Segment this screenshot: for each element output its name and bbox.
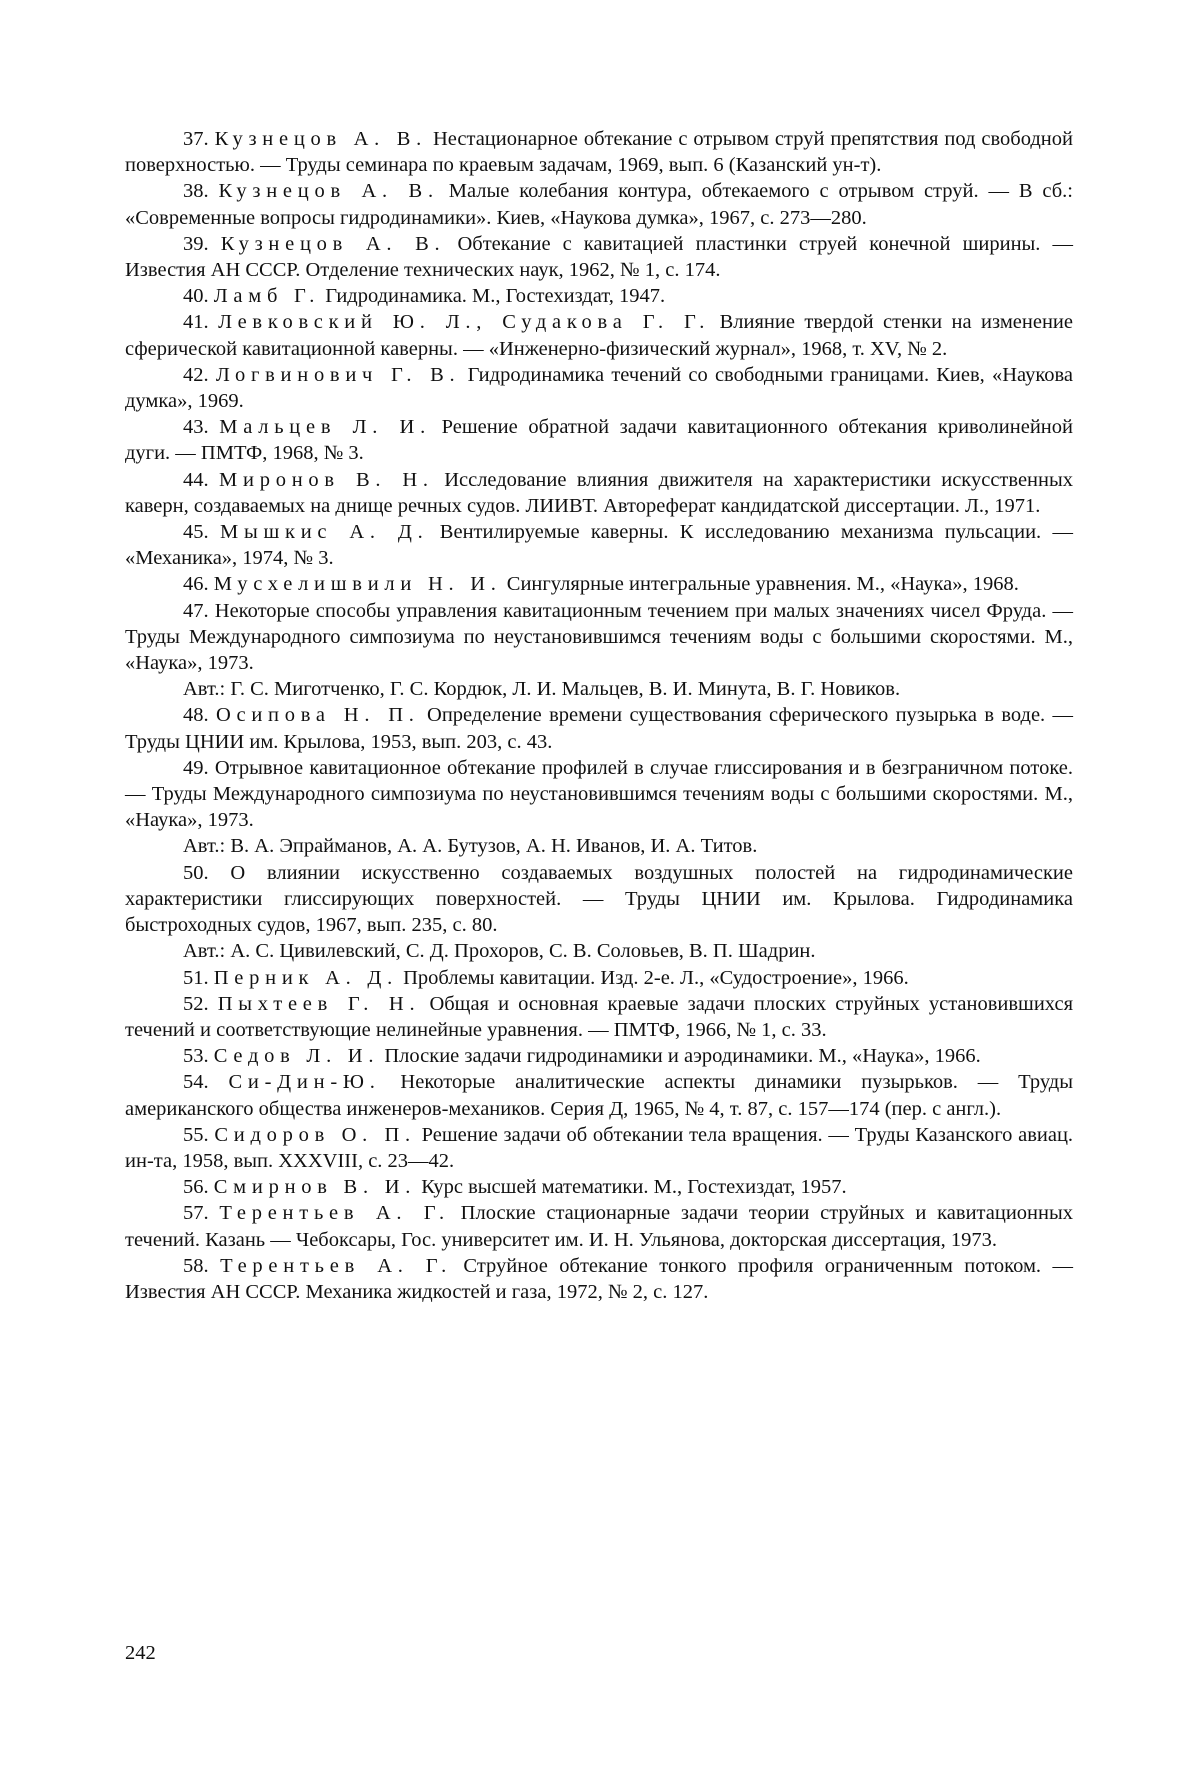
reference-authors: Осипова Н. П. — [215, 704, 420, 727]
reference-number: 42. — [183, 363, 209, 386]
reference-authors: Си-Дин-Ю. — [228, 1071, 381, 1094]
reference-entry — [125, 676, 1073, 702]
reference-entry — [125, 467, 1073, 519]
reference-authors: Левковский Ю. Л., Судакова Г. Г. — [218, 311, 711, 334]
reference-authors: Перник А. Д. — [213, 966, 398, 989]
reference-authors: Миронов В. Н. — [219, 468, 434, 491]
reference-text: Решение задачи об обтекании тела вращения. — Труды Казанского авиац. ин-та, 1958, вып. XXXVIII, с. 23—42. — [125, 1123, 1074, 1172]
reference-entry — [125, 991, 1073, 1043]
reference-entry — [125, 1253, 1073, 1305]
reference-text: Малые колебания контура, обтекаемого с отрывом струй. — В сб.: «Современные вопросы гидродинамики». Киев, «Наукова думка», 1967, с. 273—280. — [125, 180, 1074, 229]
reference-entry — [125, 519, 1073, 571]
reference-authors: Мусхелишвили Н. И. — [213, 573, 502, 596]
reference-text: Плоские задачи гидродинамики и аэродинамики. М., «Наука», 1966. — [384, 1045, 981, 1068]
reference-entry — [125, 126, 1073, 178]
reference-authors: Кузнецов А. В. — [220, 232, 446, 255]
reference-entry — [125, 1043, 1073, 1069]
reference-text: Авт.: Г. С. Миготченко, Г. С. Кордюк, Л. И. Мальцев, В. И. Минута, В. Г. Новиков. — [183, 678, 901, 701]
reference-authors: Смирнов В. И. — [213, 1176, 417, 1199]
reference-text: Проблемы кавитации. Изд. 2-е. Л., «Судостроение», 1966. — [403, 966, 909, 989]
reference-text: О влиянии искусственно создаваемых воздушных полостей на гидродинамические характеристики глиссирующих поверхностей. — Труды ЦНИИ им. Крылова. Гидродинамика быстроходных судов, 1967, вып. 235, с. 80. — [125, 861, 1073, 937]
reference-entry — [125, 362, 1073, 414]
reference-text: Плоские стационарные задачи теории струйных и кавитационных течений. Казань — Чебоксары, Гос. университет им. И. Н. Ульянова, докторская диссертация, 1973. — [125, 1202, 1073, 1251]
reference-authors: Мальцев Л. И. — [219, 416, 431, 439]
reference-text: Авт.: А. С. Цивилевский, С. Д. Прохоров, С. В. Соловьев, В. П. Шадрин. — [183, 940, 816, 963]
reference-authors: Пыхтеев Г. Н. — [217, 992, 421, 1015]
reference-text: Решение обратной задачи кавитационного обтекания криволинейной дуги. — ПМТФ, 1968, № 3. — [125, 416, 1073, 465]
reference-number: 58. — [183, 1254, 209, 1277]
reference-entry — [125, 571, 1073, 597]
reference-entry — [125, 833, 1073, 859]
reference-authors: Седов Л. И. — [213, 1045, 380, 1068]
reference-number: 41. — [183, 311, 209, 334]
reference-number: 48. — [183, 704, 209, 727]
reference-text: Некоторые аналитические аспекты динамики пузырьков. — Труды американского общества инженеров-механиков. Серия Д, 1965, № 4, т. 87, с. 157—174 (пер. с англ.). — [125, 1071, 1074, 1120]
reference-text: Струйное обтекание тонкого профиля ограниченным потоком. — Известия АН СССР. Механика жидкостей и газа, 1972, № 2, с. 127. — [125, 1254, 1074, 1303]
reference-number: 54. — [183, 1071, 209, 1094]
reference-number: 43. — [183, 416, 209, 439]
reference-authors: Кузнецов А. В. — [218, 180, 439, 203]
reference-number: 57. — [183, 1202, 209, 1225]
reference-number: 53. — [183, 1045, 209, 1068]
reference-entry — [125, 755, 1073, 834]
reference-entry — [125, 309, 1073, 361]
reference-text: Исследование влияния движителя на характеристики искусственных каверн, создаваемых на днище речных судов. ЛИИВТ. Автореферат кандидатской диссертации. Л., 1971. — [125, 468, 1074, 517]
reference-entry — [125, 702, 1073, 754]
reference-number: 52. — [183, 992, 209, 1015]
reference-text: Гидродинамика. М., Гостехиздат, 1947. — [325, 285, 666, 308]
reference-text: Некоторые способы управления кавитационным течением при малых значениях чисел Фруда. — Труды Международного симпозиума по неустановившимся течениям воды с большими скоростями. М., «Наука», 1973. — [125, 599, 1073, 675]
reference-authors: Терентьев А. Г. — [220, 1254, 452, 1277]
reference-entry — [125, 1122, 1073, 1174]
reference-number: 40. — [183, 285, 209, 308]
reference-entry — [125, 1200, 1073, 1252]
reference-number: 51. — [183, 966, 209, 989]
reference-entry — [125, 414, 1073, 466]
reference-text: Гидродинамика течений со свободными границами. Киев, «Наукова думка», 1969. — [125, 363, 1074, 413]
reference-number: 47. — [183, 599, 209, 622]
reference-number: 39. — [183, 232, 209, 255]
reference-authors: Логвинович Г. В. — [215, 363, 461, 386]
reference-authors: Мышкис А. Д. — [219, 521, 429, 544]
reference-authors: Терентьев А. Г. — [219, 1202, 450, 1225]
reference-entry — [125, 965, 1073, 991]
reference-text: Определение времени существования сферического пузырька в воде. — Труды ЦНИИ им. Крылова, 1953, вып. 203, с. 43. — [125, 704, 1074, 753]
reference-entry — [125, 860, 1073, 939]
reference-authors: Кузнецов А. В. — [214, 128, 428, 150]
reference-number: 37. — [183, 128, 209, 150]
reference-text: Вентилируемые каверны. К исследованию механизма пульсации. — «Механика», 1974, № 3. — [125, 521, 1074, 570]
reference-text: Влияние твердой стенки на изменение сферической кавитационной каверны. — «Инженерно-физический журнал», 1968, т. XV, № 2. — [125, 311, 1074, 360]
reference-text: Курс высшей математики. М., Гостехиздат, 1957. — [421, 1176, 847, 1199]
reference-entry — [125, 1174, 1073, 1200]
reference-number: 56. — [183, 1176, 209, 1199]
reference-entry — [125, 178, 1073, 230]
references-list — [125, 126, 1073, 1305]
reference-entry — [125, 598, 1073, 677]
reference-text: Сингулярные интегральные уравнения. М., «Наука», 1968. — [506, 573, 1019, 596]
reference-text: Отрывное кавитационное обтекание профилей в случае глиссирования и в безграничном потоке. — Труды Международного симпозиума по неустановившимся течениям воды с большими скоростями. М., «Наука», 1973. — [125, 756, 1073, 832]
reference-text: Общая и основная краевые задачи плоских струйных установившихся течений и соответствующие нелинейные уравнения. — ПМТФ, 1966, № 1, с. 33. — [125, 992, 1073, 1041]
reference-text: Обтекание с кавитацией пластинки струей конечной ширины. — Известия АН СССР. Отделение технических наук, 1962, № 1, с. 174. — [125, 232, 1074, 282]
reference-entry — [125, 1069, 1073, 1121]
reference-text: Нестационарное обтекание с отрывом струй препятствия под свободной поверхностью. — Труды семинара по краевым задачам, 1969, вып. 6 (Казанский ун-т). — [125, 128, 1073, 177]
reference-number: 50. — [183, 861, 209, 884]
page-number: 242 — [125, 1642, 156, 1664]
reference-number: 38. — [183, 180, 209, 203]
reference-number: 49. — [183, 756, 209, 779]
reference-number: 45. — [183, 521, 209, 544]
reference-number: 46. — [183, 573, 209, 596]
reference-authors: Ламб Г. — [213, 285, 321, 308]
reference-entry — [125, 231, 1073, 283]
reference-entry — [125, 283, 1073, 309]
reference-number: 55. — [183, 1123, 209, 1146]
reference-authors: Сидоров О. П. — [214, 1123, 416, 1146]
reference-number: 44. — [183, 468, 209, 491]
reference-text: Авт.: В. А. Эпрайманов, А. А. Бутузов, А. Н. Иванов, И. А. Титов. — [183, 835, 758, 858]
reference-entry — [125, 938, 1073, 964]
